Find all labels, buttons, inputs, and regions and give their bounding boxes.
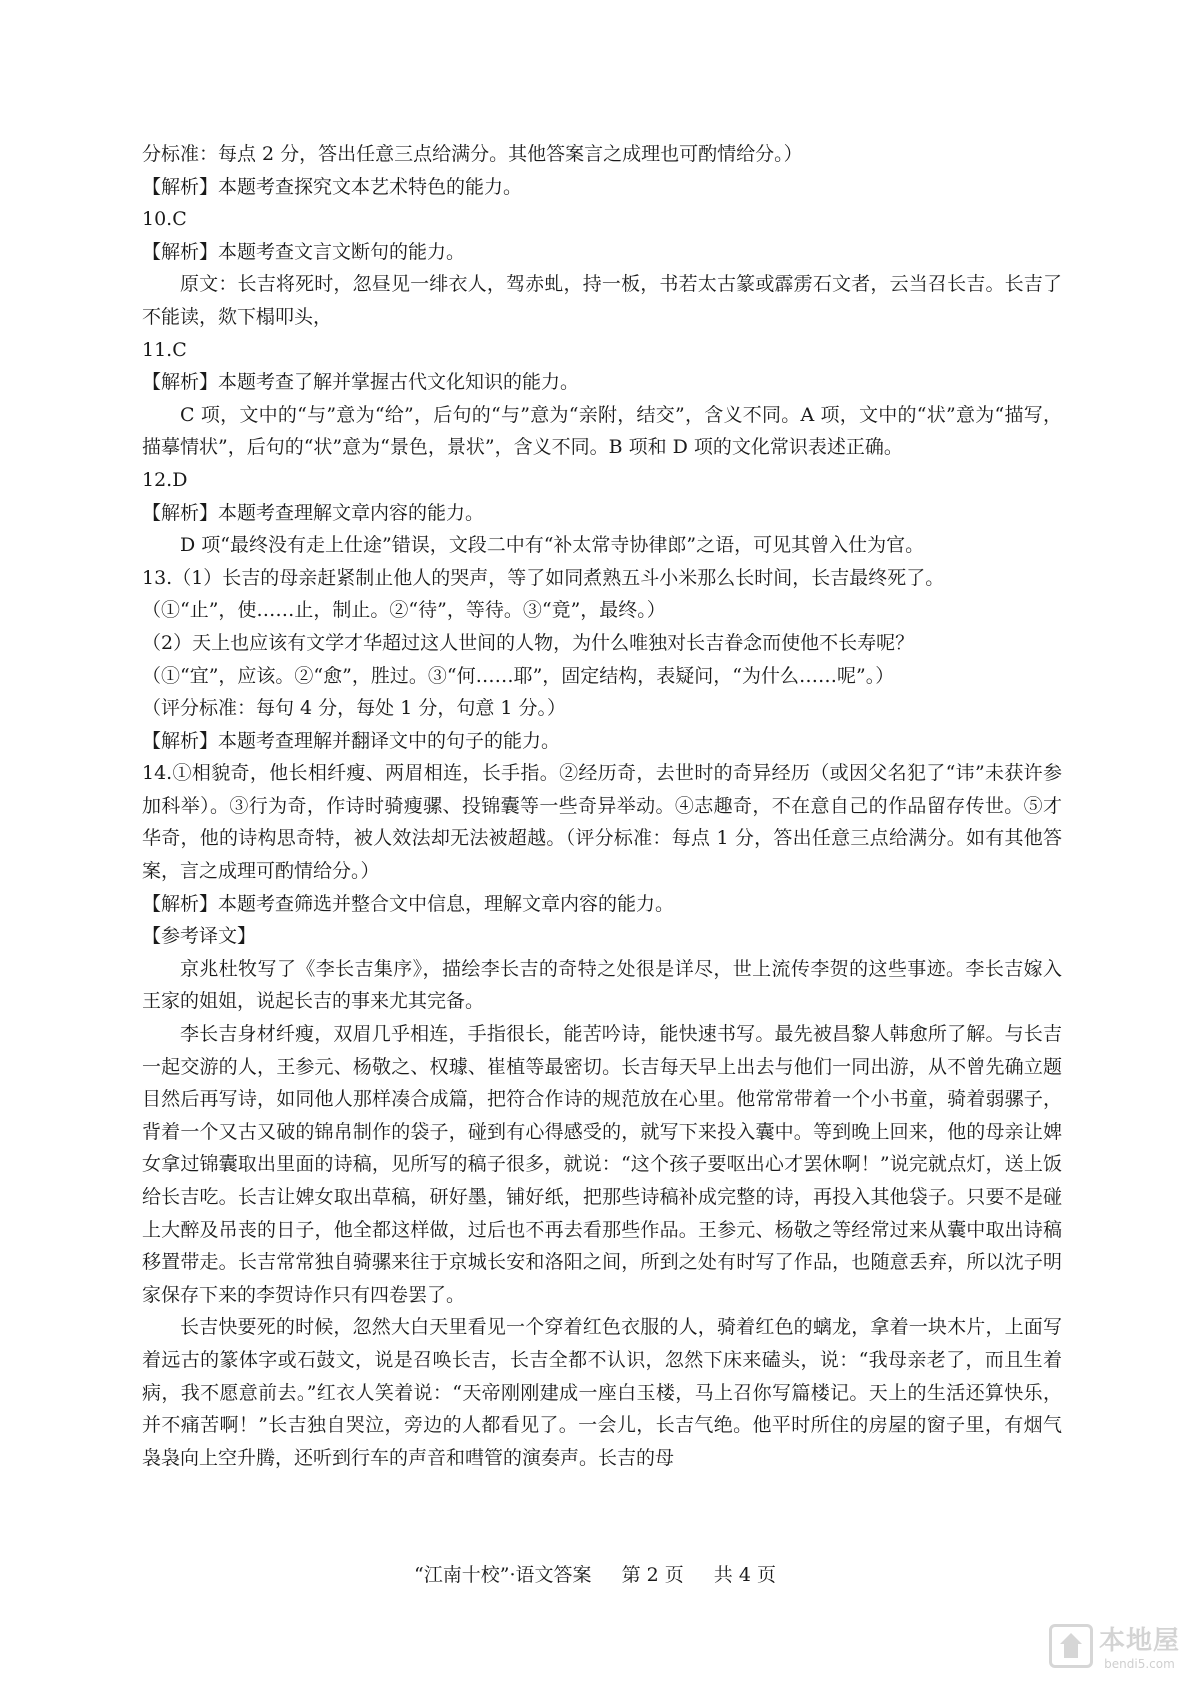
question-answer: 11.C [142,338,187,361]
translation-paragraph: 李长吉身材纤瘦，双眉几乎相连，手指很长，能苦吟诗，能快速书写。最先被昌黎人韩愈所了解。与长吉一起交游的人，王参元、杨敬之、权璩、崔植等最密切。长吉每天早上出去与他们一同出游，从不曾先确立题目然后再写诗，如同他人那样凑合成篇，把符合作诗的规范放在心里。他常常带着一个小书童，骑着弱骡子，背着一个又古又破的锦帛制作的袋子，碰到有心得感受的，就写下来投入囊中。等到晚上回来，他的母亲让婢女拿过锦囊取出里面的诗稿，见所写的稿子很多，就说：“这个孩子要呕出心才罢休啊！”说完就点灯，送上饭给长吉吃。长吉让婢女取出草稿，研好墨，铺好纸，把那些诗稿补成完整的诗，再投入其他袋子。只要不是碰上大醉及吊丧的日子，他全都这样做，过后也不再去看那些作品。王参元、杨敬之等经常过来从囊中取出诗稿移置带走。长吉常常独自骑骡来往于京城长安和洛阳之间，所到之处有时写了作品，也随意丢弃，所以沈子明家保存下来的李贺诗作只有四卷罢了。 [142,1023,1062,1306]
translation-note: （①“止”，使……止，制止。②“待”，等待。③“竟”，最终。） [142,599,666,622]
site-watermark [1049,1620,1180,1671]
question-answer: 12.D [142,468,188,491]
explanation-paragraph: C 项，文中的“与”意为“给”，后句的“与”意为“亲附，结交”，含义不同。A 项，文中的“状”意为“描写，描摹情状”，后句的“状”意为“景色，景状”，含义不同。B 项和 D 项的文化常识表述正确。 [142,403,1062,459]
translation-answer: 13.（1）长吉的母亲赶紧制止他人的哭声，等了如同煮熟五斗小米那么长时间，长吉最终死了。 [142,566,945,589]
analysis-line: 【解析】本题考查了解并掌握古代文化知识的能力。 [142,371,580,394]
analysis-line: 【解析】本题考查文言文断句的能力。 [142,240,466,263]
analysis-line: 【解析】本题考查理解并翻译文中的句子的能力。 [142,729,561,752]
watermark-url: bendi5.com [1104,1657,1175,1671]
translation-note: （①“宜”，应该。②“愈”，胜过。③“何……耶”，固定结构，表疑问，“为什么……呢”。） [142,664,895,687]
question-answer: 14.①相貌奇，他长相纤瘦、两眉相连，长手指。②经历奇，去世时的奇异经历（或因父名犯了“讳”未获许参加科举）。③行为奇，作诗时骑瘦骡、投锦囊等一些奇异举动。④志趣奇，不在意自己的作品留存传世。⑤才华奇，他的诗构思奇特，被人效法却无法被超越。（评分标准：每点 1 分，答出任意三点给满分。如有其他答案，言之成理可酌情给分。） [142,762,1062,883]
answer-content [142,138,1062,1474]
page-footer [0,1560,1190,1587]
watermark-title: 本地屋 [1098,1626,1180,1656]
footer-title: “江南十校”·语文答案 [414,1564,592,1586]
translation-answer: （2）天上也应该有文学才华超过这人世间的人物，为什么唯独对长吉眷念而使他不长寿呢？ [142,631,915,654]
translation-paragraph: 京兆杜牧写了《李长吉集序》，描绘李长吉的奇特之处很是详尽，世上流传李贺的这些事迹。李长吉嫁入王家的姐姐，说起长吉的事来尤其完备。 [142,957,1062,1013]
explanation-paragraph: D 项“最终没有走上仕途”错误，文段二中有“补太常寺协律郎”之语，可见其曾入仕为官。 [180,534,925,557]
analysis-line: 【解析】本题考查筛选并整合文中信息，理解文章内容的能力。 [142,892,675,915]
scoring-note: （评分标准：每句 4 分，每处 1 分，句意 1 分。） [142,697,567,720]
text-line: 分标准：每点 2 分，答出任意三点给满分。其他答案言之成理也可酌情给分。） [142,143,803,165]
footer-page-number: 第 2 页 [621,1564,684,1586]
house-icon [1049,1624,1093,1668]
footer-total-pages: 共 4 页 [713,1564,776,1586]
translation-paragraph: 长吉快要死的时候，忽然大白天里看见一个穿着红色衣服的人，骑着红色的螭龙，拿着一块木片，上面写着远古的篆体字或石鼓文，说是召唤长吉，长吉全都不认识，忽然下床来磕头，说：“我母亲老了，而且生着病，我不愿意前去。”红衣人笑着说：“天帝刚刚建成一座白玉楼，马上召你写篇楼记。天上的生活还算快乐，并不痛苦啊！”长吉独自哭泣，旁边的人都看见了。一会儿，长吉气绝。他平时所住的房屋的窗子里，有烟气袅袅向上空升腾，还听到行车的声音和嘒管的演奏声。长吉的母 [142,1316,1062,1469]
section-heading: 【参考译文】 [142,925,257,948]
analysis-line: 【解析】本题考查理解文章内容的能力。 [142,501,485,524]
analysis-line: 【解析】本题考查探究文本艺术特色的能力。 [142,175,523,198]
original-text: 原文：长吉将死时，忽昼见一绯衣人，驾赤虬，持一板，书若太古篆或霹雳石文者，云当召长吉。长吉了不能读，欻下榻叩头， [142,273,1062,328]
question-answer: 10.C [142,208,187,231]
